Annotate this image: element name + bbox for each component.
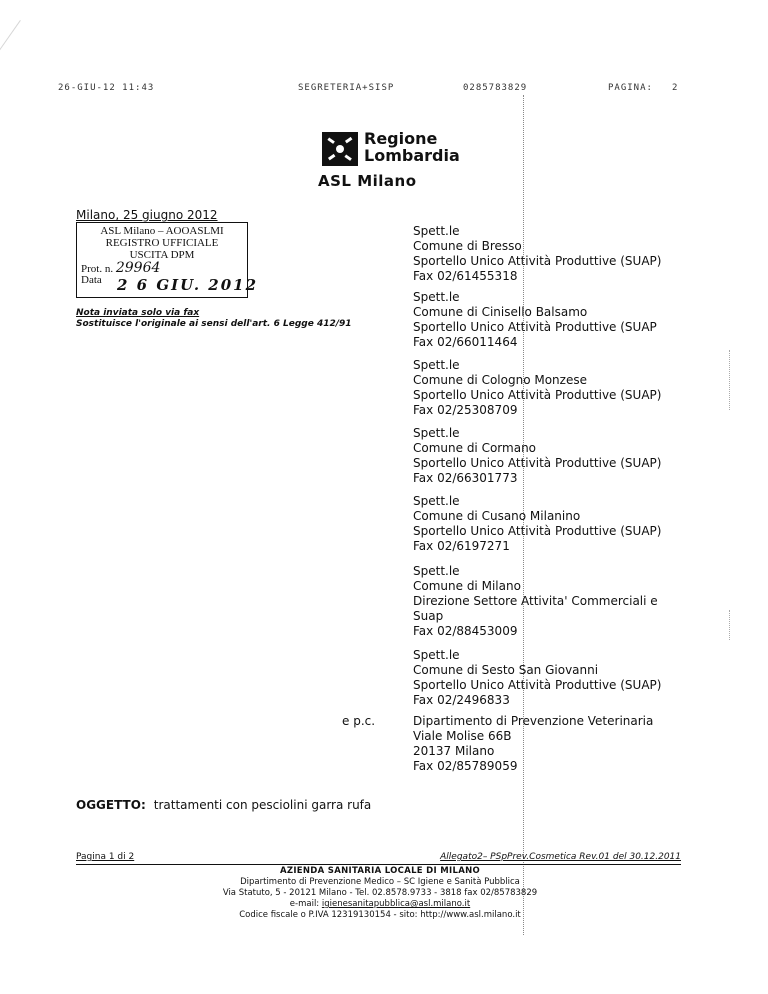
- footer-page-number: Pagina 1 di 2: [76, 852, 135, 862]
- subject-text: trattamenti con pesciolini garra rufa: [153, 798, 372, 812]
- footer-email-link[interactable]: igienesanitapubblica@asl.milano.it: [321, 899, 471, 909]
- recipient-cormano: [413, 426, 661, 486]
- logo-wordmark: [364, 130, 460, 164]
- edge-mark: [729, 610, 730, 640]
- subject-label: OGGETTO:: [76, 798, 146, 812]
- recipient-line: Spett.le: [413, 290, 460, 304]
- regione-lombardia-logo-icon: [322, 132, 358, 166]
- recipient-line: Sportello Unico Attività Produttive (SUAP): [413, 678, 662, 692]
- recipient-line: Comune di Bresso: [413, 239, 522, 253]
- recipient-line: Comune di Cormano: [413, 441, 537, 455]
- recipient-cologno: [413, 358, 661, 418]
- footer-email-row: [160, 899, 600, 910]
- footer-org: AZIENDA SANITARIA LOCALE DI MILANO: [279, 866, 481, 876]
- recipient-line: Spett.le: [413, 648, 460, 662]
- recipient-line: Sportello Unico Attività Produttive (SUAP): [413, 456, 662, 470]
- recipient-line: Fax 02/85789059: [413, 759, 518, 773]
- footer-document-ref: Allegato2– PSpPrev.Cosmetica Rev.01 del 30.12.2011: [440, 852, 681, 862]
- subject-line: [76, 798, 371, 812]
- stamp-line-1: ASL Milano – AOOASLMI: [100, 225, 224, 237]
- fax-datetime: 26-GIU-12 11:43: [58, 83, 155, 93]
- recipient-line: Fax 02/6197271: [413, 539, 510, 553]
- asl-title: ASL Milano: [318, 172, 417, 190]
- recipient-line: Suap: [413, 609, 444, 623]
- logo-line-lombardia: Lombardia: [364, 146, 460, 165]
- recipient-line: Comune di Cinisello Balsamo: [413, 305, 588, 319]
- footer-address-block: [160, 866, 600, 921]
- edge-mark: [729, 350, 730, 410]
- fax-sender: SEGRETERIA+SISP: [298, 83, 395, 93]
- recipient-line: Viale Molise 66B: [413, 729, 512, 743]
- recipient-line: Sportello Unico Attività Produttive (SUAP): [413, 388, 662, 402]
- recipient-bresso: [413, 224, 661, 284]
- recipient-line: Comune di Cusano Milanino: [413, 509, 581, 523]
- recipient-line: Comune di Milano: [413, 579, 521, 593]
- recipient-milano: [413, 564, 658, 639]
- stamp-prot-label: Prot. n.: [81, 263, 114, 275]
- recipient-line: Spett.le: [413, 564, 460, 578]
- recipient-line: Fax 02/88453009: [413, 624, 518, 638]
- footer-fiscal: Codice fiscale o P.IVA 12319130154 - sito: http://www.asl.milano.it: [239, 910, 521, 920]
- footer-address: Via Statuto, 5 - 20121 Milano - Tel. 02.8578.9733 - 3818 fax 02/85783829: [222, 888, 538, 898]
- stamp-data-label: Data: [81, 274, 102, 286]
- recipient-cinisello: [413, 290, 657, 350]
- recipient-line: Fax 02/61455318: [413, 269, 518, 283]
- footer-ref-row: [76, 852, 681, 865]
- recipient-line: Dipartimento di Prevenzione Veterinaria: [413, 714, 654, 728]
- recipient-line: Fax 02/25308709: [413, 403, 518, 417]
- recipient-line: Spett.le: [413, 224, 460, 238]
- scratch-mark: [0, 20, 95, 170]
- fax-page-label: PAGINA:: [608, 83, 653, 93]
- recipient-line: Spett.le: [413, 426, 460, 440]
- recipient-line: Spett.le: [413, 358, 460, 372]
- recipient-line: Comune di Cologno Monzese: [413, 373, 587, 387]
- stamp-line-2: REGISTRO UFFICIALE: [105, 237, 219, 249]
- footer-email-label: e-mail:: [289, 899, 320, 909]
- recipient-line: Fax 02/2496833: [413, 693, 510, 707]
- recipient-line: Fax 02/66011464: [413, 335, 518, 349]
- recipient-line: Spett.le: [413, 494, 460, 508]
- recipient-cusano: [413, 494, 661, 554]
- recipient-line: Sportello Unico Attività Produttive (SUAP): [413, 254, 662, 268]
- protocol-stamp: [76, 222, 259, 298]
- recipient-sesto: [413, 648, 661, 708]
- fax-note-line-2: Sostituisce l'originale ai sensi dell'art. 6 Legge 412/91: [76, 319, 352, 329]
- stamp-date-value: 2 6 GIU. 2012: [117, 276, 259, 294]
- recipient-line: Direzione Settore Attivita' Commerciali e: [413, 594, 658, 608]
- fax-number: 0285783829: [463, 83, 528, 93]
- recipient-line: Fax 02/66301773: [413, 471, 518, 485]
- stamp-line-3: USCITA DPM: [129, 249, 195, 261]
- footer-dept: Dipartimento di Prevenzione Medico – SC Igiene e Sanità Pubblica: [240, 877, 520, 887]
- recipient-line: Sportello Unico Attività Produttive (SUAP): [413, 524, 662, 538]
- logo-line-regione: Regione: [364, 129, 438, 148]
- recipient-line: Sportello Unico Attività Produttive (SUAP: [413, 320, 657, 334]
- stamp-prot-value: 29964: [115, 260, 161, 276]
- epc-label: e p.c.: [342, 714, 376, 728]
- recipient-line: Comune di Sesto San Giovanni: [413, 663, 599, 677]
- fax-page-number: 2: [672, 83, 679, 93]
- fax-note-line-1: Nota inviata solo via fax: [76, 308, 200, 318]
- fax-note: [76, 308, 352, 330]
- date-line: Milano, 25 giugno 2012: [76, 208, 218, 222]
- recipient-veterinaria: [413, 714, 653, 774]
- recipient-line: 20137 Milano: [413, 744, 495, 758]
